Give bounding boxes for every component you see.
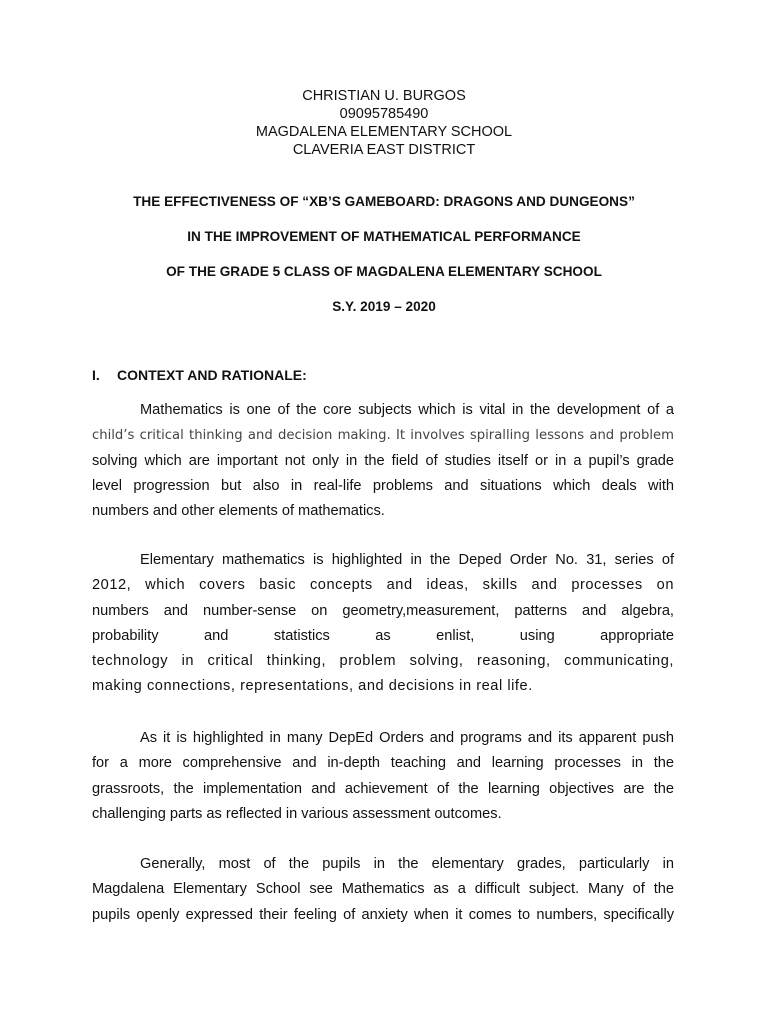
paragraph-line: for a more comprehensive and in-depth teaching and learning processes in the <box>92 755 674 772</box>
title-line-1: THE EFFECTIVENESS OF “XB’S GAMEBOARD: DRAGONS AND DUNGEONS” <box>133 194 635 209</box>
paragraph-line: probability and statistics as enlist, using appropriate <box>92 627 674 644</box>
title-line-4: S.Y. 2019 – 2020 <box>332 299 436 314</box>
paragraph-line: level progression but also in real-life problems and situations which deals with <box>92 477 674 494</box>
paragraph-line: Elementary mathematics is highlighted in the Deped Order No. 31, series of <box>140 552 674 568</box>
title-line-3: OF THE GRADE 5 CLASS OF MAGDALENA ELEMENTARY SCHOOL <box>166 264 602 279</box>
paragraph-line: As it is highlighted in many DepEd Orders and programs and its apparent push <box>140 730 674 746</box>
author-phone: 09095785490 <box>339 106 429 122</box>
paragraph-line: Mathematics is one of the core subjects which is vital in the development of a <box>140 402 674 418</box>
paragraph-3 <box>92 726 674 827</box>
title-line-2: IN THE IMPROVEMENT OF MATHEMATICAL PERFORMANCE <box>187 229 581 244</box>
paragraph-line: numbers and number-sense on geometry,measurement, patterns and algebra, <box>92 602 674 619</box>
district-name: CLAVERIA EAST DISTRICT <box>292 142 476 158</box>
paragraph-1 <box>92 398 674 524</box>
section-number: I. <box>92 367 100 383</box>
paragraph-line: numbers and other elements of mathematics. <box>92 503 385 520</box>
paragraph-line: solving which are important not only in the field of studies itself or in a pupil’s grade <box>92 452 674 469</box>
school-name: MAGDALENA ELEMENTARY SCHOOL <box>255 124 513 140</box>
paragraph-line: challenging parts as reflected in various assessment outcomes. <box>92 805 502 822</box>
paragraph-line: making connections, representations, and decisions in real life. <box>92 678 533 695</box>
paragraph-line: 2012, which covers basic concepts and ideas, skills and processes on <box>92 577 674 594</box>
author-header <box>0 87 768 159</box>
paragraph-4 <box>92 852 674 928</box>
paragraph-2 <box>92 548 674 700</box>
paragraph-line: pupils openly expressed their feeling of anxiety when it comes to numbers, specifically <box>92 906 674 923</box>
paragraph-line: Generally, most of the pupils in the elementary grades, particularly in <box>140 856 674 872</box>
paragraph-line: Magdalena Elementary School see Mathematics as a difficult subject. Many of the <box>92 881 674 898</box>
author-name: CHRISTIAN U. BURGOS <box>302 88 466 104</box>
paragraph-line: child’s critical thinking and decision making. It involves spiralling lessons and problem <box>92 428 674 444</box>
section-heading <box>92 367 307 383</box>
paragraph-line: grassroots, the implementation and achievement of the learning objectives are the <box>92 780 674 797</box>
section-title: CONTEXT AND RATIONALE: <box>117 367 307 383</box>
paragraph-line: technology in critical thinking, problem solving, reasoning, communicating, <box>92 653 674 670</box>
